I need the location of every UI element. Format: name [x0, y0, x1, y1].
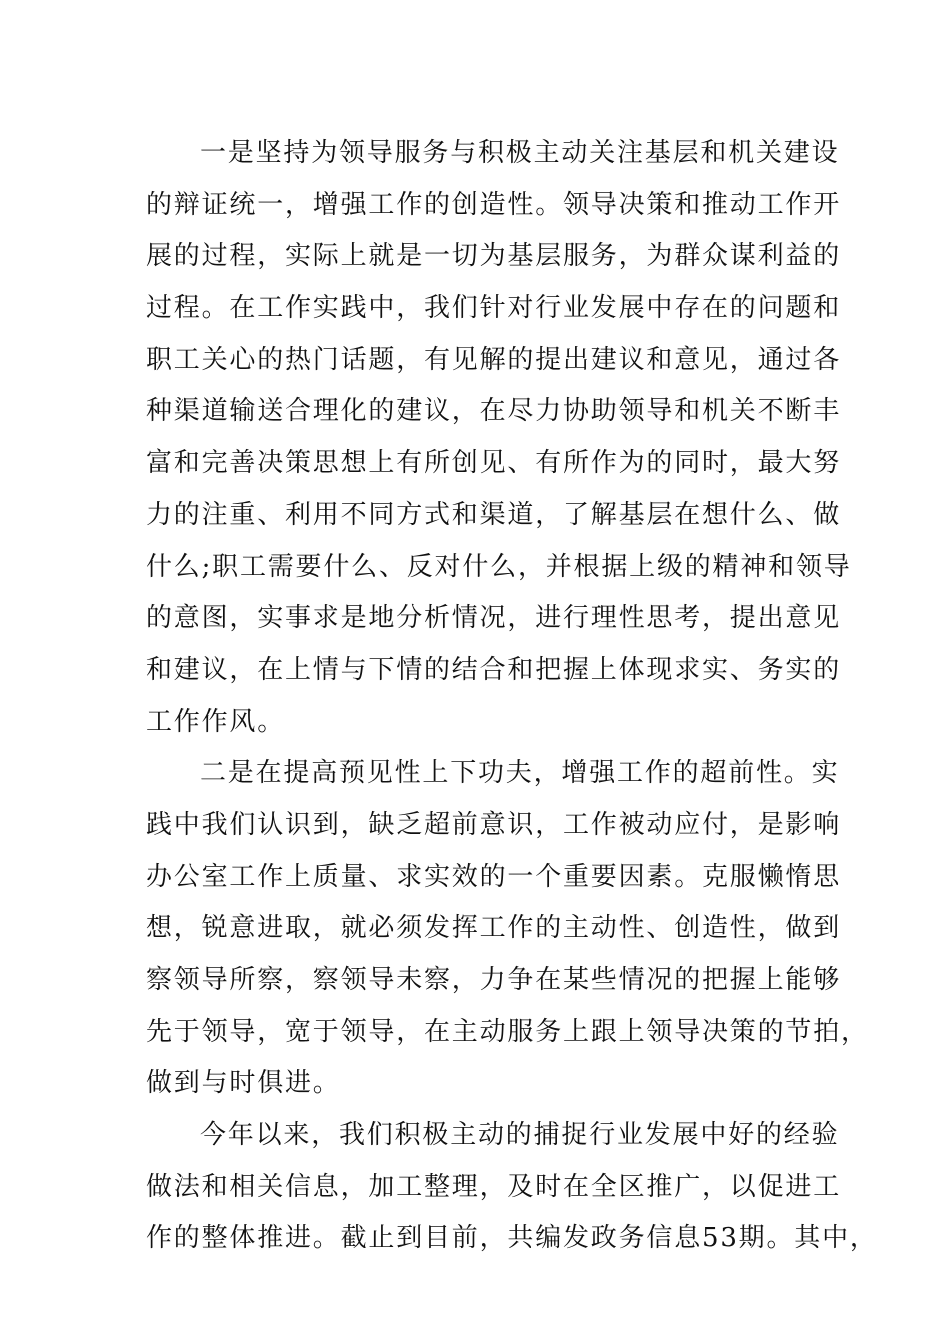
- text-line: 过程。在工作实践中，我们针对行业发展中存在的问题和: [146, 293, 842, 324]
- text-line: 践中我们认识到，缺乏超前意识，工作被动应付，是影响: [146, 809, 842, 840]
- text-line: 作的整体推进。截止到目前，共编发政务信息53期。其中，: [146, 1223, 878, 1254]
- text-line: 力的注重、利用不同方式和渠道，了解基层在想什么、做: [146, 499, 842, 530]
- text-line: 一是坚持为领导服务与积极主动关注基层和机关建设: [200, 138, 840, 168]
- text-line: 想，锐意进取，就必须发挥工作的主动性、创造性，做到: [146, 913, 842, 944]
- text-line: 做到与时俱进。: [146, 1068, 341, 1099]
- text-line: 二是在提高预见性上下功夫，增强工作的超前性。实: [200, 758, 840, 789]
- text-line: 什么;职工需要什么、反对什么，并根据上级的精神和领导: [146, 551, 852, 582]
- text-line: 工作作风。: [146, 706, 286, 737]
- paragraph-3: [146, 1110, 878, 1265]
- text-line: 察领导所察，察领导未察，力争在某些情况的把握上能够: [146, 965, 842, 995]
- text-line: 职工关心的热门话题，有见解的提出建议和意见，通过各: [146, 344, 842, 375]
- document-body: [146, 128, 878, 1265]
- text-line: 今年以来，我们积极主动的捕捉行业发展中好的经验: [200, 1120, 840, 1151]
- text-line: 的辩证统一，增强工作的创造性。领导决策和推动工作开: [146, 189, 842, 220]
- text-line: 办公室工作上质量、求实效的一个重要因素。克服懒惰思: [146, 861, 842, 892]
- paragraph-2: [146, 748, 869, 1110]
- text-line: 种渠道输送合理化的建议，在尽力协助领导和机关不断丰: [146, 396, 842, 427]
- text-line: 和建议，在上情与下情的结合和把握上体现求实、务实的: [146, 654, 842, 685]
- text-line: 先于领导，宽于领导，在主动服务上跟上领导决策的节拍，: [146, 1016, 869, 1047]
- text-line: 的意图，实事求是地分析情况，进行理性思考，提出意见: [146, 603, 842, 634]
- text-line: 富和完善决策思想上有所创见、有所作为的同时，最大努: [146, 448, 842, 479]
- text-line: 展的过程，实际上就是一切为基层服务，为群众谋利益的: [146, 241, 842, 272]
- text-line: 做法和相关信息，加工整理，及时在全区推广，以促进工: [146, 1171, 842, 1202]
- paragraph-1: [146, 128, 852, 748]
